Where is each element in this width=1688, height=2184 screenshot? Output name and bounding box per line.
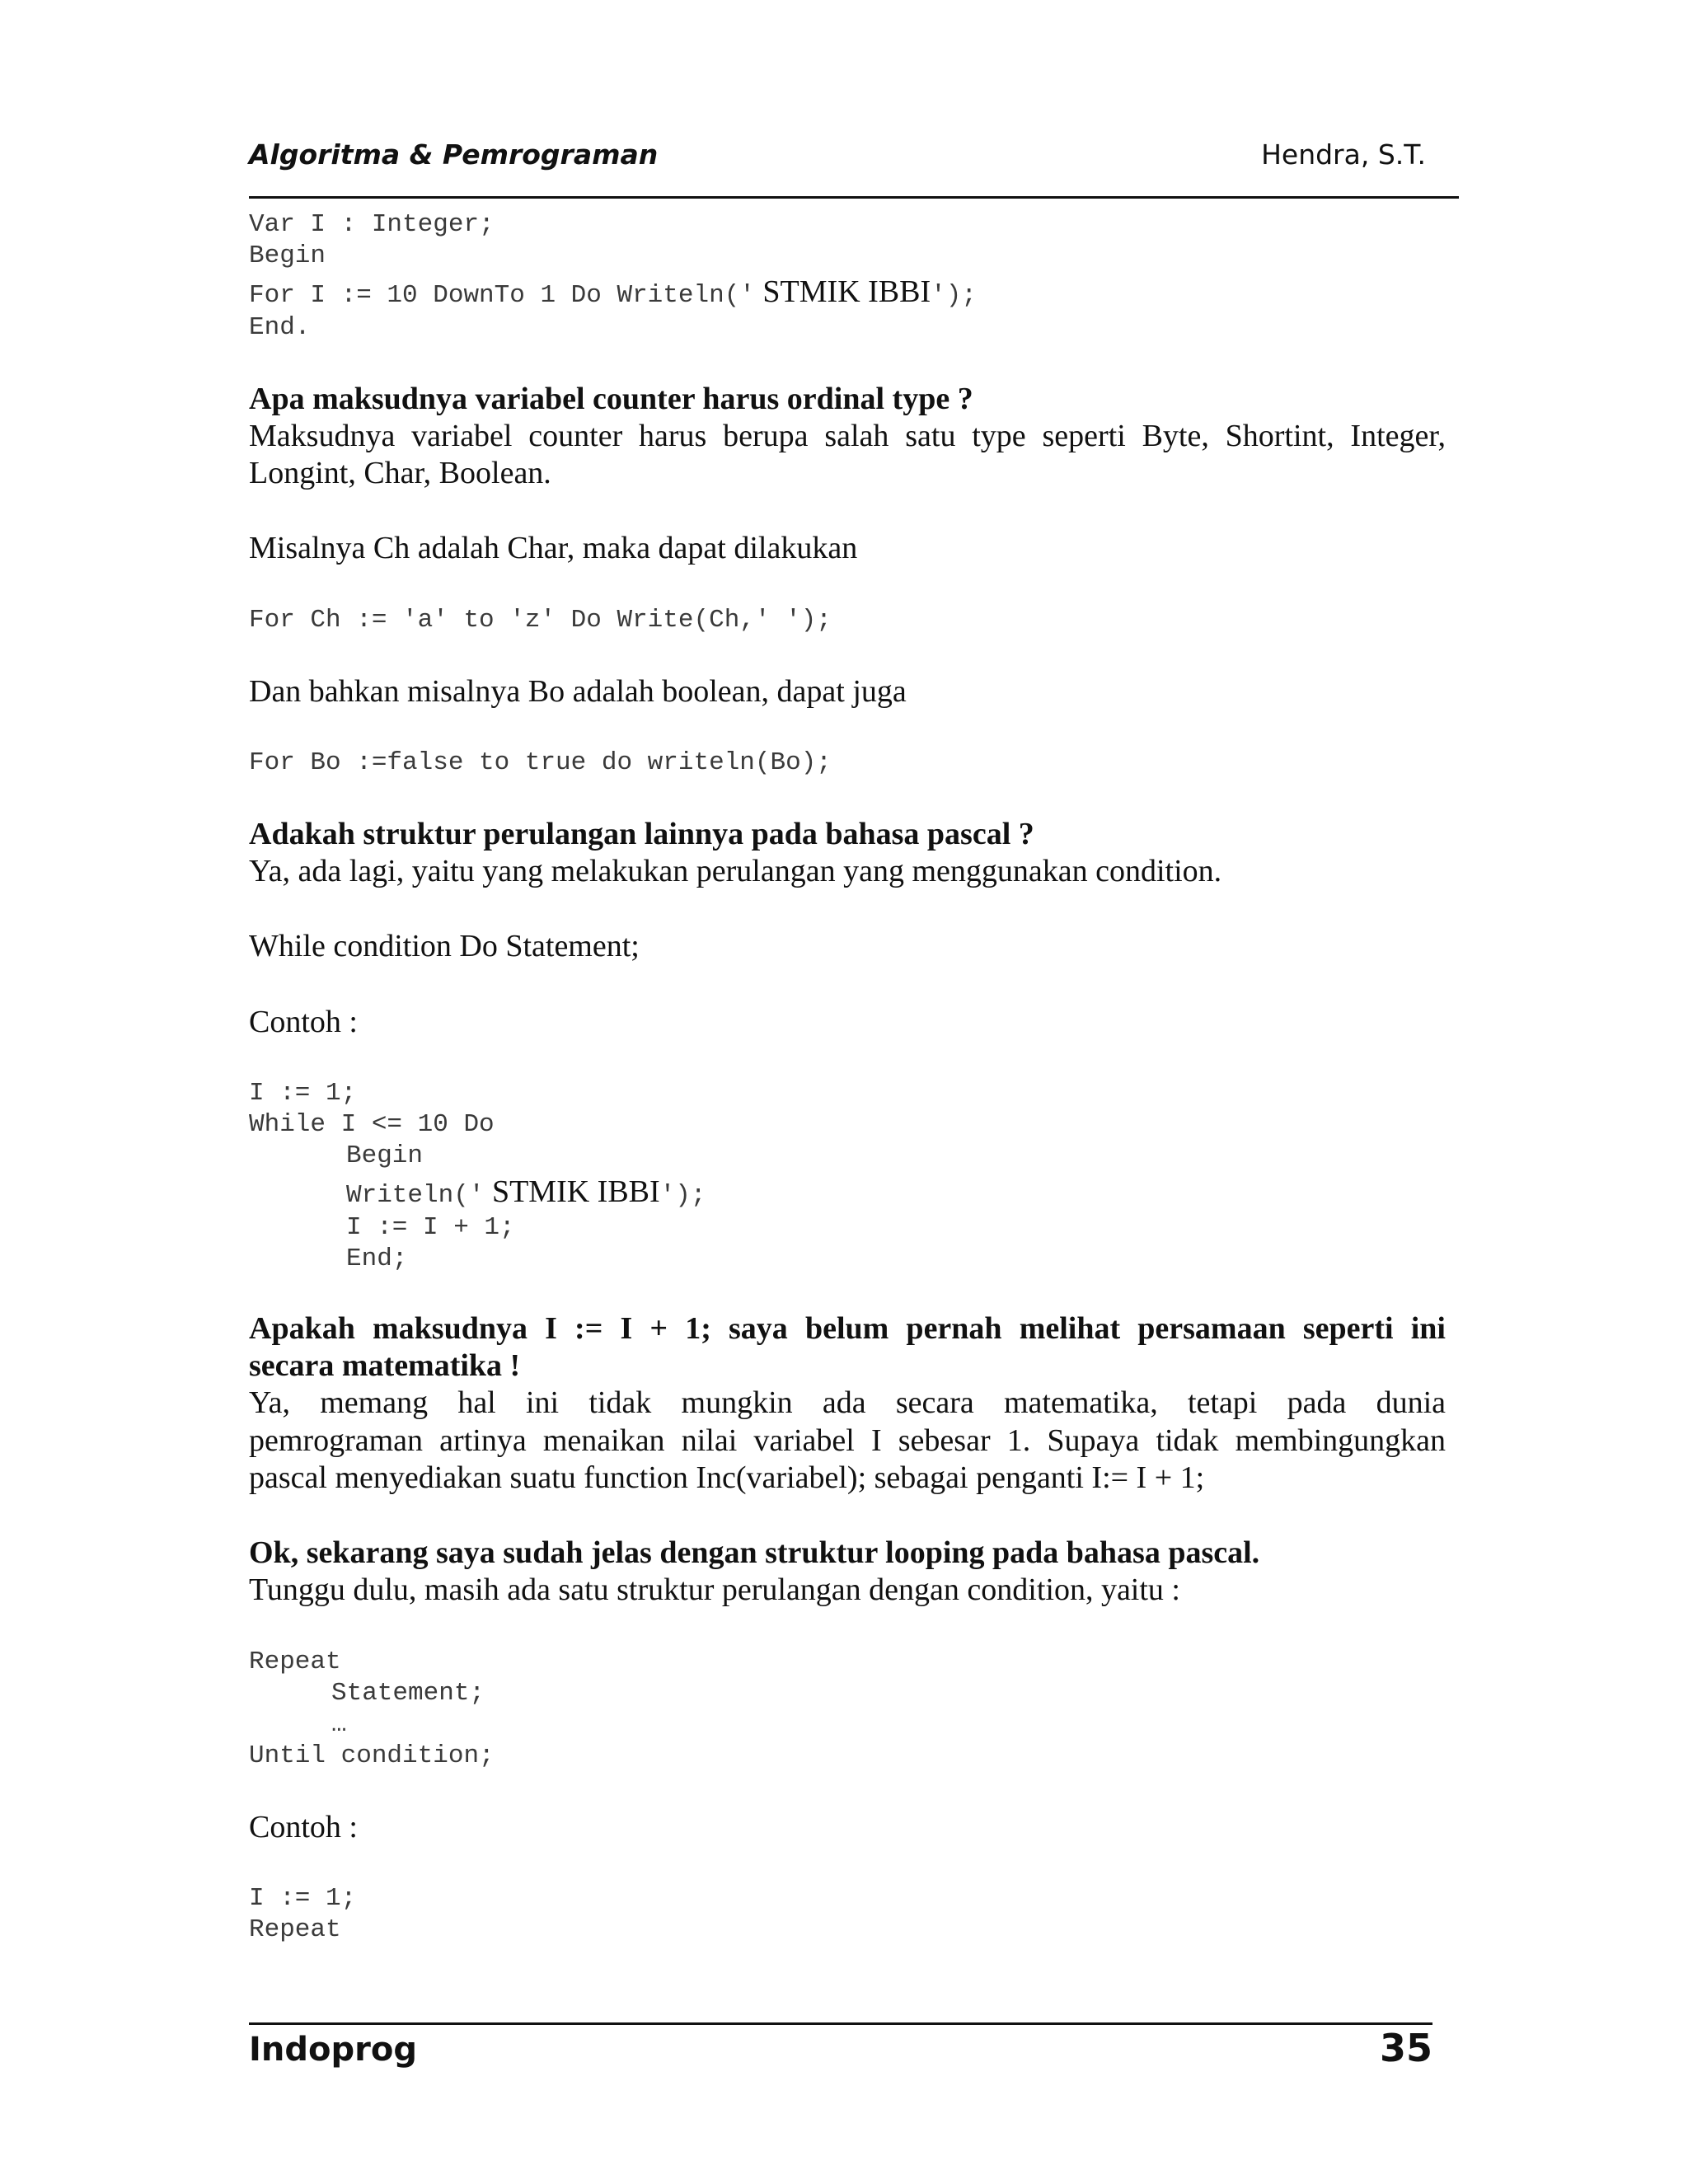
code-line: End; xyxy=(346,1244,408,1273)
page-number: 35 xyxy=(1379,2026,1432,2070)
answer-text: pemrograman artinya menaikan nilai variabel I sebesar 1. Supaya tidak membingungkan xyxy=(249,1423,1446,1458)
header-title: Algoritma & Pemrograman xyxy=(249,138,659,171)
answer-text: Ya, memang hal ini tidak mungkin ada secara matematika, tetapi pada dunia xyxy=(249,1385,1446,1420)
answer-text: Longint, Char, Boolean. xyxy=(249,456,551,490)
footer-brand: Indoprog xyxy=(249,2031,417,2069)
code-line: Begin xyxy=(249,241,326,270)
answer-text: pascal menyediakan suatu function Inc(variabel); sebagai penganti I:= I + 1; xyxy=(249,1460,1205,1495)
code-line: I := 1; xyxy=(249,1884,357,1913)
header-author: Hendra, S.T. xyxy=(1261,138,1426,171)
code-text: For I := 10 DownTo 1 Do Writeln(' xyxy=(249,281,755,310)
question-heading: Apa maksudnya variabel counter harus ordinal type ? xyxy=(249,382,973,416)
question-heading: Adakah struktur perulangan lainnya pada bahasa pascal ? xyxy=(249,817,1034,851)
code-text: '); xyxy=(659,1181,706,1210)
code-line: For Bo :=false to true do writeln(Bo); xyxy=(249,748,832,777)
code-line: Repeat xyxy=(249,1915,341,1944)
code-line xyxy=(346,1174,706,1210)
answer-text: Tunggu dulu, masih ada satu struktur perulangan dengan condition, yaitu : xyxy=(249,1572,1180,1607)
question-heading: secara matematika ! xyxy=(249,1348,521,1383)
code-line: I := I + 1; xyxy=(346,1213,515,1242)
code-line: Repeat xyxy=(249,1647,341,1676)
code-text: Writeln(' xyxy=(346,1181,485,1210)
answer-text: Ya, ada lagi, yaitu yang melakukan perulangan yang menggunakan condition. xyxy=(249,854,1222,888)
code-text: '); xyxy=(931,281,977,310)
code-line: Statement; xyxy=(331,1679,485,1708)
answer-text: Maksudnya variabel counter harus berupa salah satu type seperti Byte, Shortint, Integer, xyxy=(249,419,1446,453)
code-line: Var I : Integer; xyxy=(249,210,495,239)
code-line: While I <= 10 Do xyxy=(249,1110,495,1139)
code-line xyxy=(249,274,977,310)
code-line: Begin xyxy=(346,1141,424,1170)
question-heading: Ok, sekarang saya sudah jelas dengan struktur looping pada bahasa pascal. xyxy=(249,1535,1260,1570)
code-line: I := 1; xyxy=(249,1079,357,1108)
paragraph: Contoh : xyxy=(249,1810,358,1844)
footer-rule xyxy=(249,2022,1432,2025)
code-string: STMIK IBBI xyxy=(484,1174,660,1209)
header-rule xyxy=(249,196,1459,199)
paragraph: While condition Do Statement; xyxy=(249,929,640,963)
code-line: Until condition; xyxy=(249,1741,495,1770)
question-heading: Apakah maksudnya I := I + 1; saya belum pernah melihat persamaan seperti ini xyxy=(249,1311,1446,1346)
code-line: End. xyxy=(249,313,311,342)
paragraph: Misalnya Ch adalah Char, maka dapat dilakukan xyxy=(249,531,858,565)
code-string: STMIK IBBI xyxy=(754,274,931,309)
paragraph: Dan bahkan misalnya Bo adalah boolean, dapat juga xyxy=(249,674,907,709)
code-line: … xyxy=(331,1710,347,1739)
paragraph: Contoh : xyxy=(249,1005,358,1039)
code-line: For Ch := 'a' to 'z' Do Write(Ch,' '); xyxy=(249,606,832,635)
